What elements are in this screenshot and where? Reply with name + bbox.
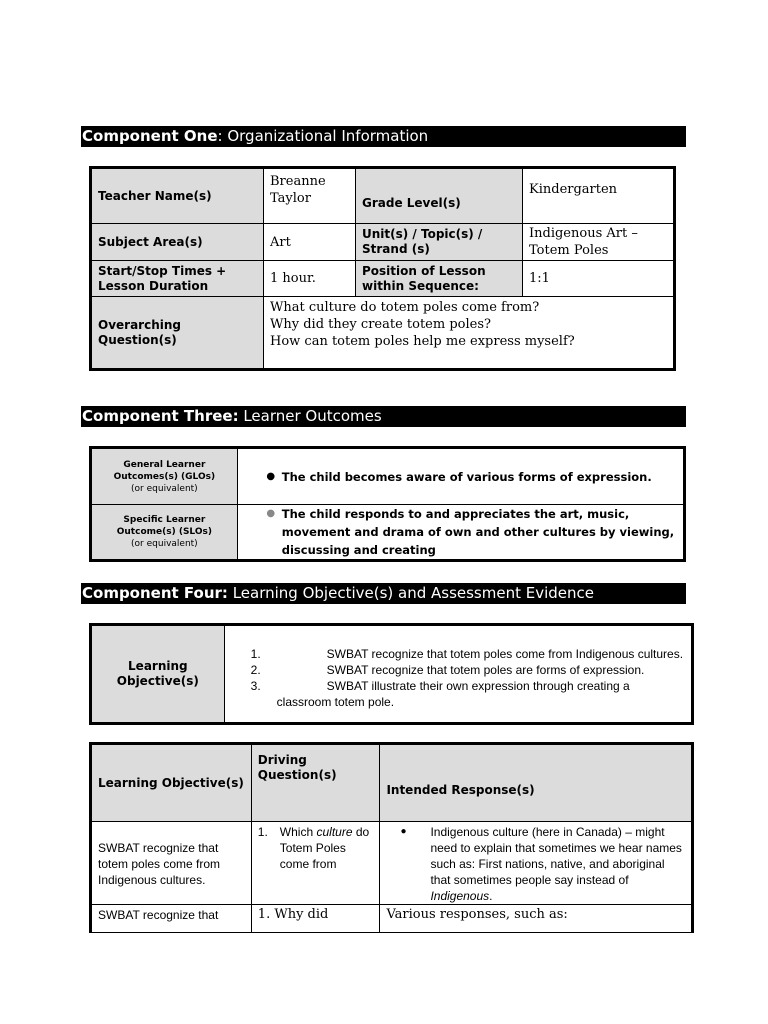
unit-label: Unit(s) / Topic(s) / Strand (s) xyxy=(356,224,523,261)
row1-response-post: . xyxy=(489,889,493,903)
glo-text: The child becomes aware of various forms of expression. xyxy=(281,469,652,484)
row2-objective: SWBAT recognize that xyxy=(91,905,252,933)
question-3: How can totem poles help me express myself? xyxy=(270,334,575,349)
row1-question-post: do Totem Poles come from xyxy=(279,825,370,871)
objective-text: SWBAT recognize that totem poles come from Indigenous cultures. xyxy=(326,647,684,661)
position-label: Position of Lesson within Sequence: xyxy=(356,261,523,297)
grade-value: Kindergarten xyxy=(523,168,675,224)
learning-objectives-table xyxy=(89,623,694,725)
objective-num: 2. xyxy=(250,663,261,677)
driving-questions-table xyxy=(89,742,694,933)
grade-label: Grade Level(s) xyxy=(356,168,523,224)
glo-cell xyxy=(237,448,684,505)
subject-value: Art xyxy=(264,224,356,261)
row1-question-italic: culture xyxy=(316,825,353,839)
times-label: Start/Stop Times + Lesson Duration xyxy=(91,261,264,297)
glo-label: General Learner Outcomes(s) (GLOs) xyxy=(113,459,216,482)
question-2: Why did they create totem poles? xyxy=(270,317,491,332)
objective-item xyxy=(231,662,685,678)
slo-text: The child responds to and appreciates the art, music, movement and drama of own and other cultures by viewing, discussing and creating xyxy=(281,507,675,557)
slo-sub: (or equivalent) xyxy=(131,539,198,549)
unit-value: Indigenous Art – Totem Poles xyxy=(523,224,675,261)
learner-outcomes-table xyxy=(89,446,686,562)
heading-rest: : Organizational Information xyxy=(217,127,429,145)
slo-cell xyxy=(237,505,684,561)
header-response: Intended Response(s) xyxy=(380,744,693,822)
objectives-cell xyxy=(224,625,692,724)
row1-objective: SWBAT recognize that totem poles come from Indigenous cultures. xyxy=(91,822,252,905)
teacher-label: Teacher Name(s) xyxy=(91,168,264,224)
row1-response-italic: Indigenous xyxy=(430,889,490,903)
objective-item xyxy=(231,646,685,662)
heading-rest: Learning Objective(s) and Assessment Evidence xyxy=(227,584,594,602)
times-value: 1 hour. xyxy=(264,261,356,297)
component-one-heading xyxy=(81,126,686,147)
teacher-value: Breanne Taylor xyxy=(264,168,356,224)
header-objective: Learning Objective(s) xyxy=(91,744,252,822)
objective-num: 1. xyxy=(250,647,261,661)
question-1: What culture do totem poles come from? xyxy=(270,300,540,315)
position-value: 1:1 xyxy=(523,261,675,297)
bullet-icon: ● xyxy=(266,470,276,482)
row1-question-num: 1. xyxy=(257,825,268,839)
heading-rest: Learner Outcomes xyxy=(238,407,382,425)
heading-bold: Component Four: xyxy=(82,584,228,602)
bullet-icon: ● xyxy=(400,826,407,837)
heading-bold: Component Three: xyxy=(82,407,239,425)
slo-label-cell xyxy=(91,505,238,561)
objectives-label: Learning Objective(s) xyxy=(91,625,225,724)
objectives-list xyxy=(231,646,685,710)
header-question: Driving Question(s) xyxy=(251,744,380,822)
row1-question-cell xyxy=(251,822,380,905)
row1-question-pre: Which xyxy=(279,825,317,839)
bullet-icon: ● xyxy=(266,508,276,519)
glo-sub: (or equivalent) xyxy=(131,483,198,494)
objective-text: SWBAT recognize that totem poles are forms of expression. xyxy=(326,663,645,677)
slo-label: Specific Learner Outcome(s) (SLOs) xyxy=(116,515,212,537)
row2-question: 1. Why did xyxy=(251,905,380,933)
objective-num: 3. xyxy=(250,679,261,693)
row2-response: Various responses, such as: xyxy=(380,905,693,933)
row1-response-cell xyxy=(380,822,693,905)
component-three-heading xyxy=(81,406,686,427)
question-label: Overarching Question(s) xyxy=(91,297,264,370)
objective-item xyxy=(231,678,685,710)
objective-text: SWBAT illustrate their own expression through creating a classroom totem pole. xyxy=(276,679,630,709)
component-four-heading xyxy=(81,583,686,604)
heading-bold: Component One xyxy=(82,127,218,145)
row1-response-pre: Indigenous culture (here in Canada) – might need to explain that sometimes we hear names such as: First nations, native, and aboriginal that sometimes people say instead of xyxy=(430,825,682,887)
subject-label: Subject Area(s) xyxy=(91,224,264,261)
glo-label-cell xyxy=(91,448,238,505)
organizational-info-table xyxy=(89,166,676,371)
overarching-questions xyxy=(264,297,675,370)
